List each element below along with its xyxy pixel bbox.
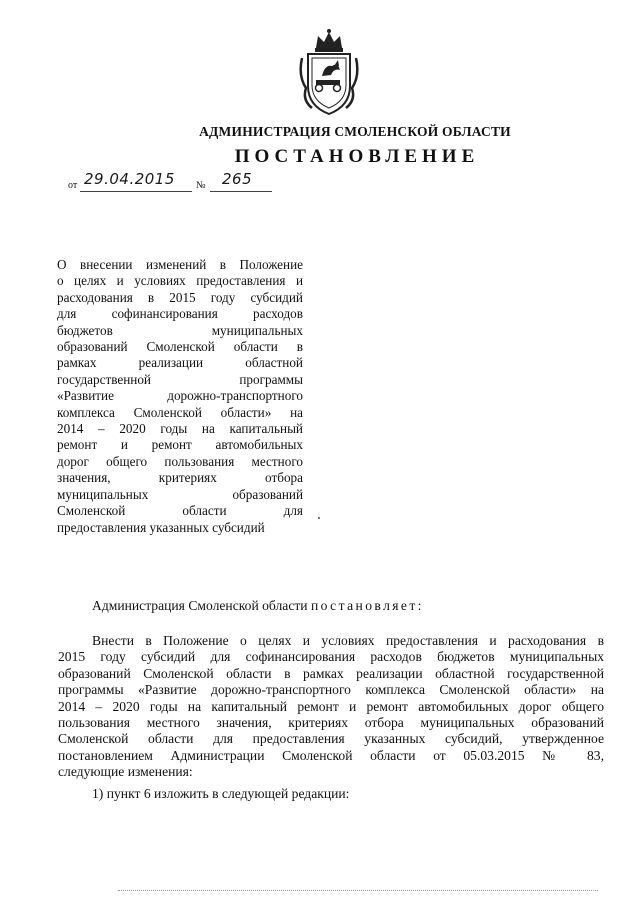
subject-line: о целях и условиях предоставления и [57, 273, 303, 289]
body-line: Смоленской области для предоставления указанных субсидий, утвержденное [58, 731, 604, 747]
subject-line: Смоленской области для [57, 503, 303, 519]
subject-line: «Развитие дорожно-транспортного [57, 388, 303, 404]
lead-text: Администрация Смоленской области [92, 598, 311, 613]
body-line: следующие изменения: [58, 764, 193, 780]
date-prefix: от [68, 180, 78, 191]
body-line: программы «Развитие дорожно-транспортного комплекса Смоленской области» на [58, 682, 604, 698]
subject-line: О внесении изменений в Положение [57, 257, 303, 272]
document-type-title: ПОСТАНОВЛЕНИЕ [234, 146, 480, 167]
body-line: 2014 – 2020 годы на капитальный ремонт и ремонт автомобильных дорог общего [58, 698, 604, 714]
subject-line: 2014 – 2020 годы на капитальный [57, 421, 303, 437]
subject-line: бюджетов муниципальных [57, 322, 303, 338]
subject-line: муниципальных образований [57, 486, 303, 502]
number-underline [210, 191, 272, 192]
body-line: пользования местного значения, критериях отбора муниципальных образований [58, 715, 604, 731]
coat-of-arms-icon [298, 28, 360, 116]
subject-line: значения, критериях отбора [57, 470, 303, 486]
body-line: постановлением Администрации Смоленской области от 05.03.2015 № 83, [58, 747, 604, 763]
resolution-lead [92, 598, 424, 614]
subject-line: рамках реализации областной [57, 355, 303, 371]
subject-line: для софинансирования расходов [57, 306, 303, 322]
number-value: 265 [222, 170, 253, 188]
subject-line: образований Смоленской области в [57, 339, 303, 355]
date-underline [80, 191, 192, 192]
subject-line: комплекса Смоленской области» на [57, 404, 303, 420]
scan-edge-line [118, 890, 598, 891]
subject-line: предоставления указанных субсидий [57, 519, 265, 535]
body-line: 2015 году субсидий для софинансирования расходов бюджетов муниципальных [58, 649, 604, 665]
resolution-body [58, 633, 604, 781]
body-line: Внести в Положение о целях и условиях предоставления и расходования в [92, 633, 604, 648]
organization-title: АДМИНИСТРАЦИЯ СМОЛЕНСКОЙ ОБЛАСТИ [199, 124, 511, 139]
subject-line: расходования в 2015 году субсидий [57, 289, 303, 305]
date-value: 29.04.2015 [84, 170, 175, 188]
document-subject [57, 257, 303, 536]
subject-line: дорог общего пользования местного [57, 453, 303, 469]
lead-spaced-verb: постановляет: [310, 598, 424, 613]
amendment-item-1: 1) пункт 6 изложить в следующей редакции: [92, 786, 350, 801]
subject-line: ремонт и ремонт автомобильных [57, 437, 303, 453]
number-prefix: № [196, 180, 206, 191]
subject-line: государственной программы [57, 371, 303, 387]
body-line: образований Смоленской области в рамках реализации областной государственной [58, 665, 604, 681]
scan-speck [318, 517, 320, 519]
